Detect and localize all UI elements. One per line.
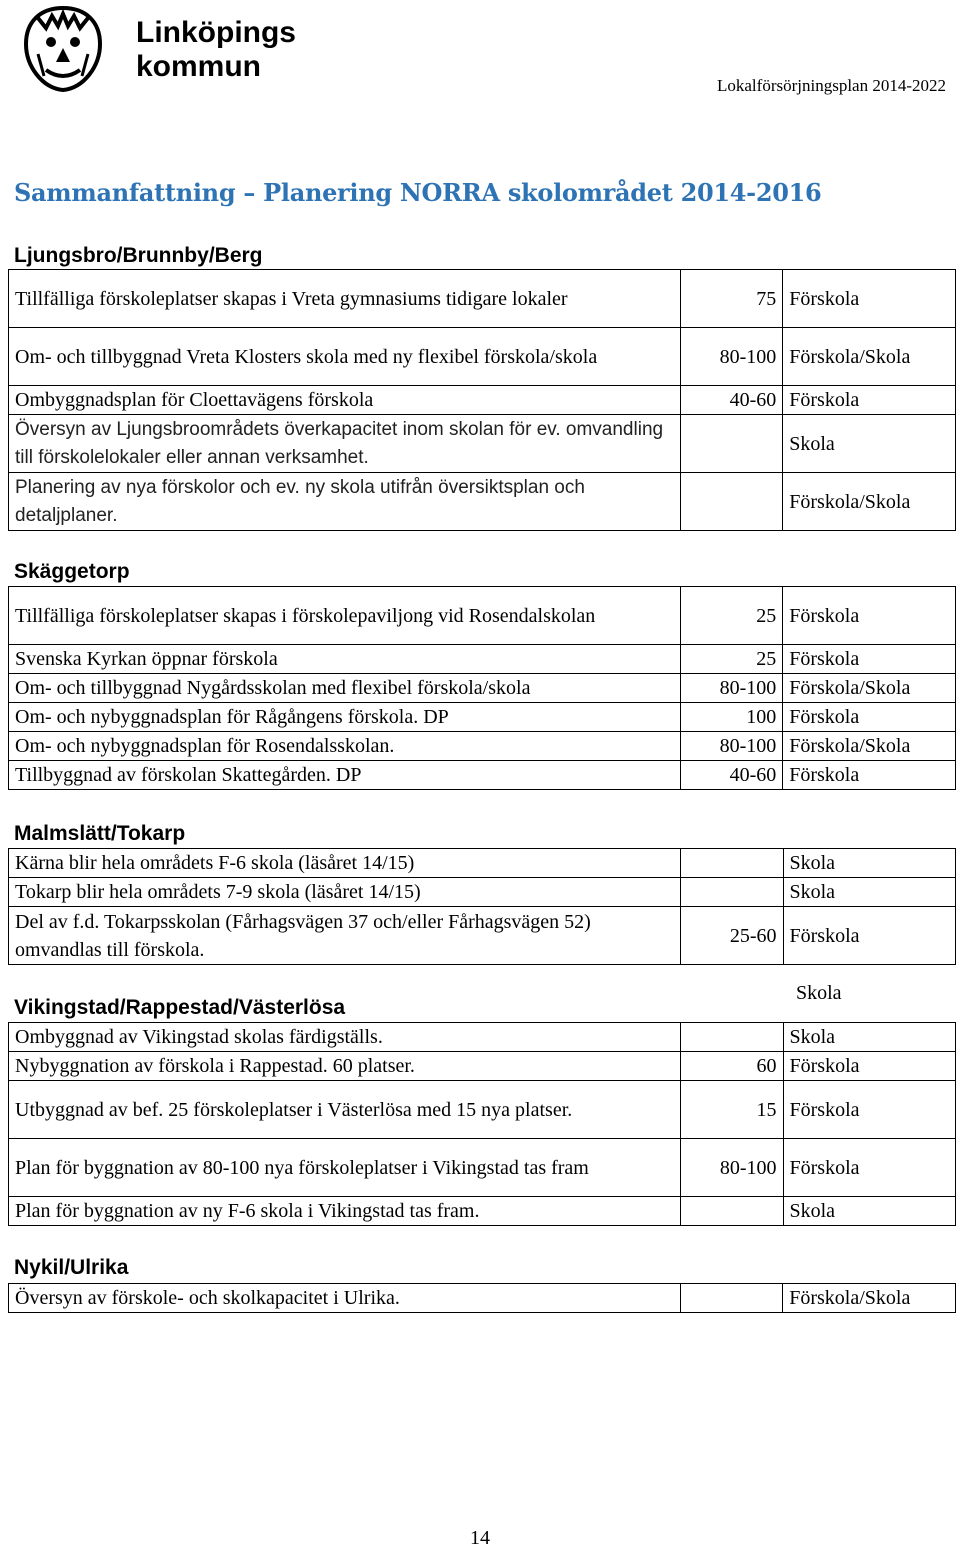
- table-row: [9, 878, 956, 907]
- table-row: [9, 386, 956, 415]
- row-type: Förskola: [783, 386, 956, 415]
- row-type: Förskola: [783, 1052, 956, 1081]
- row-count: 25: [680, 587, 783, 645]
- municipality-logo: [18, 4, 318, 94]
- row-description: Ombyggnadsplan för Cloettavägens förskola: [9, 386, 681, 415]
- row-type: Förskola: [783, 1139, 956, 1197]
- table-row: [9, 1052, 956, 1081]
- table-row: [9, 1139, 956, 1197]
- row-type: Förskola: [783, 761, 956, 790]
- table-row: [9, 732, 956, 761]
- row-description: Plan för byggnation av 80-100 nya förskoleplatser i Vikingstad tas fram: [9, 1139, 681, 1197]
- row-type: Förskola/Skola: [783, 328, 956, 386]
- row-type: Förskola: [783, 703, 956, 732]
- table-row: [9, 473, 956, 531]
- table-row: [9, 849, 956, 878]
- row-description: Nybyggnation av förskola i Rappestad. 60 platser.: [9, 1052, 681, 1081]
- row-description: Tillfälliga förskoleplatser skapas i Vreta gymnasiums tidigare lokaler: [9, 270, 681, 328]
- row-count: 75: [680, 270, 783, 328]
- row-type: Förskola: [783, 645, 956, 674]
- row-count: 60: [680, 1052, 783, 1081]
- row-description: Svenska Kyrkan öppnar förskola: [9, 645, 681, 674]
- table-row: [9, 587, 956, 645]
- row-type: Skola: [783, 1023, 956, 1052]
- row-description: Översyn av förskole- och skolkapacitet i Ulrika.: [9, 1284, 681, 1313]
- table-skaggetorp: [8, 586, 956, 790]
- table-row: [9, 415, 956, 473]
- lion-crest-icon: [18, 4, 108, 94]
- section-heading-ljungsbro: Ljungsbro/Brunnby/Berg: [14, 244, 263, 267]
- section-heading-skaggetorp: Skäggetorp: [14, 560, 130, 583]
- table-row: [9, 907, 956, 965]
- row-count: [680, 1023, 783, 1052]
- row-description: Om- och tillbyggnad Vreta Klosters skola med ny flexibel förskola/skola: [9, 328, 681, 386]
- table-row: [9, 270, 956, 328]
- row-count: 25: [680, 645, 783, 674]
- row-description: Utbyggnad av bef. 25 förskoleplatser i Västerlösa med 15 nya platser.: [9, 1081, 681, 1139]
- logo-line-2: kommun: [136, 50, 262, 83]
- row-count: 40-60: [680, 386, 783, 415]
- table-row: [9, 1197, 956, 1226]
- logo-line-1: Linköpings: [136, 16, 296, 49]
- row-count: 80-100: [680, 1139, 783, 1197]
- row-type: Förskola/Skola: [783, 473, 956, 531]
- row-count: 40-60: [680, 761, 783, 790]
- page-title: Sammanfattning – Planering NORRA skolområdet 2014-2016: [14, 178, 822, 207]
- row-description: Tillbyggnad av förskolan Skattegården. DP: [9, 761, 681, 790]
- row-type: Skola: [783, 878, 956, 907]
- row-type: Förskola/Skola: [783, 732, 956, 761]
- row-type: Förskola/Skola: [783, 674, 956, 703]
- section-heading-vikingstad: Vikingstad/Rappestad/Västerlösa: [14, 996, 346, 1019]
- table-row: [9, 761, 956, 790]
- row-count: 15: [680, 1081, 783, 1139]
- section-heading-malmslatt: Malmslätt/Tokarp: [14, 822, 186, 845]
- row-description: Tokarp blir hela områdets 7-9 skola (läsåret 14/15): [9, 878, 681, 907]
- table-vikingstad: [8, 1022, 956, 1226]
- row-description: Plan för byggnation av ny F-6 skola i Vikingstad tas fram.: [9, 1197, 681, 1226]
- table-malmslatt: [8, 848, 956, 965]
- table-row: [9, 328, 956, 386]
- row-count: [680, 1284, 782, 1313]
- row-count: 100: [680, 703, 783, 732]
- row-description: Översyn av Ljungsbroområdets överkapacitet inom skolan för ev. omvandling till förskolelokaler eller annan verksamhet.: [9, 415, 681, 473]
- row-type: Förskola/Skola: [783, 1284, 956, 1313]
- table-nykil: [8, 1283, 956, 1313]
- row-type: Skola: [783, 415, 956, 473]
- floating-type-label: Skola: [796, 982, 842, 1004]
- row-type: Förskola: [783, 587, 956, 645]
- table-row: [9, 674, 956, 703]
- row-description: Planering av nya förskolor och ev. ny skola utifrån översiktsplan och detaljplaner.: [9, 473, 681, 531]
- row-description: Kärna blir hela områdets F-6 skola (läsåret 14/15): [9, 849, 681, 878]
- row-type: Skola: [783, 849, 956, 878]
- row-type: Förskola: [783, 1081, 956, 1139]
- table-row: [9, 645, 956, 674]
- row-type: Förskola: [783, 270, 956, 328]
- row-count: [680, 878, 783, 907]
- row-description: Ombyggnad av Vikingstad skolas färdigställs.: [9, 1023, 681, 1052]
- table-row: [9, 1284, 956, 1313]
- row-description: Om- och nybyggnadsplan för Rosendalsskolan.: [9, 732, 681, 761]
- table-row: [9, 703, 956, 732]
- table-row: [9, 1023, 956, 1052]
- row-description: Om- och nybyggnadsplan för Rågångens förskola. DP: [9, 703, 681, 732]
- row-type: Skola: [783, 1197, 956, 1226]
- row-description: Tillfälliga förskoleplatser skapas i förskolepaviljong vid Rosendalskolan: [9, 587, 681, 645]
- row-count: 80-100: [680, 328, 783, 386]
- row-count: 80-100: [680, 732, 783, 761]
- row-count: [680, 473, 783, 531]
- row-type: Förskola: [783, 907, 956, 965]
- row-description: Del av f.d. Tokarpsskolan (Fårhagsvägen 37 och/eller Fårhagsvägen 52) omvandlas till förskola.: [9, 907, 681, 965]
- row-count: 80-100: [680, 674, 783, 703]
- row-count: [680, 1197, 783, 1226]
- document-header-title: Lokalförsörjningsplan 2014-2022: [717, 76, 946, 95]
- row-description: Om- och tillbyggnad Nygårdsskolan med flexibel förskola/skola: [9, 674, 681, 703]
- table-row: [9, 1081, 956, 1139]
- row-count: 25-60: [680, 907, 783, 965]
- page-number: 14: [470, 1527, 490, 1549]
- row-count: [680, 415, 783, 473]
- section-heading-nykil: Nykil/Ulrika: [14, 1256, 129, 1279]
- row-count: [680, 849, 783, 878]
- table-ljungsbro: [8, 269, 956, 531]
